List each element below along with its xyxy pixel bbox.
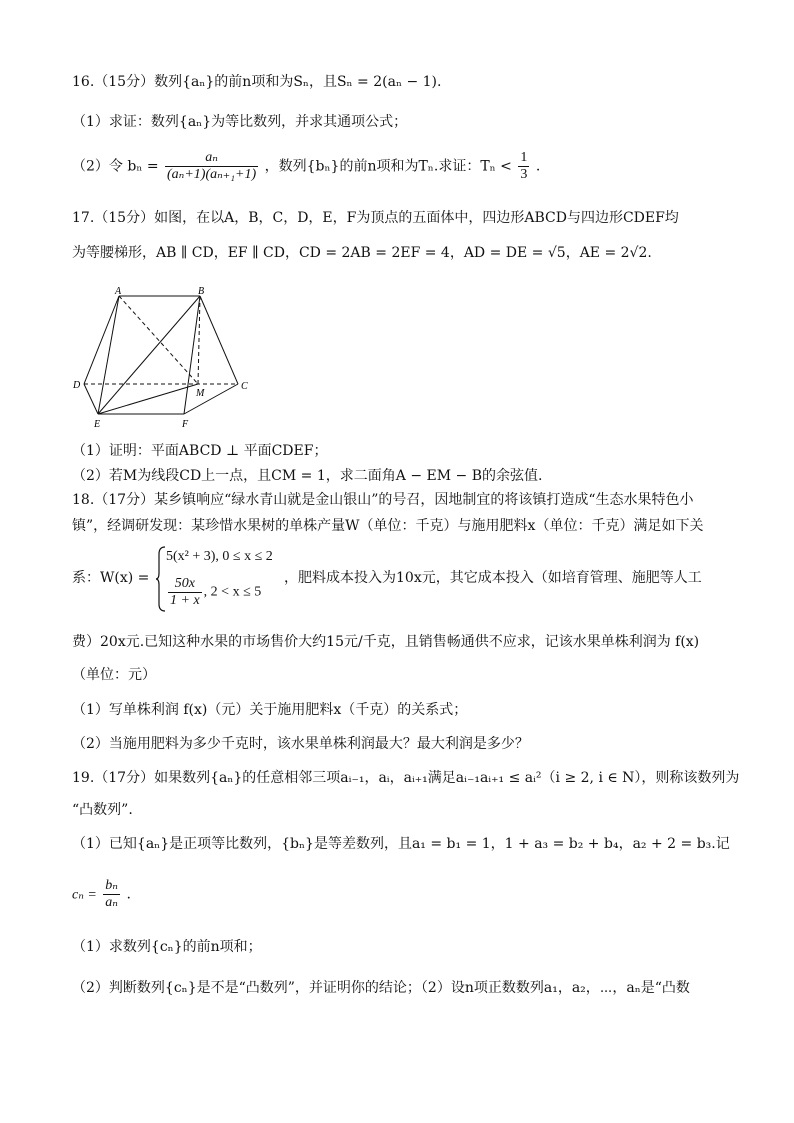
- q18-system-suffix: ，肥料成本投入为10x元，其它成本投入（如培育管理、施肥等人工: [284, 570, 702, 586]
- q19-cn-denominator: aₙ: [105, 895, 118, 910]
- q18-part1: （1）写单株利润 f(x)（元）关于施用肥料x（千克）的关系式；: [72, 702, 468, 718]
- edge-DE: [84, 384, 98, 414]
- vertex-label-B: B: [198, 286, 205, 297]
- q19-cn-end: .: [126, 886, 131, 903]
- q16-part1: （1）求证：数列{aₙ}为等比数列，并求其通项公式；: [72, 114, 408, 130]
- edge-AD: [84, 296, 119, 384]
- vertex-label-E: E: [94, 419, 101, 430]
- q16-one-third-den: 3: [520, 167, 528, 182]
- q18-heading-cont: 镇”，经调研发现：某珍惜水果树的单株产量W（单位：千克）与施用肥料x（单位：千克）满足如下关: [72, 518, 704, 534]
- edge-FC: [184, 384, 238, 414]
- q16-part2-middle: ，数列{bₙ}的前n项和为Tₙ.求证：Tₙ <: [264, 158, 512, 175]
- q19-cn-numerator: bₙ: [105, 878, 118, 893]
- q18-heading: 18.（17分）某乡镇响应“绿水青山就是金山银山”的号召，因地制宜的将该镇打造成“生态水果特色小: [72, 492, 694, 508]
- q18-line3: 费）20x元.已知这种水果的市场售价大约15元/千克，且销售畅通供不应求，记该水果单株利润为 f(x): [72, 634, 700, 650]
- q18-case2: [166, 576, 261, 609]
- q16-heading: 16.（15分）数列{aₙ}的前n项和为Sₙ，且Sₙ = 2(aₙ − 1).: [72, 74, 442, 90]
- q16-part2: [72, 150, 540, 183]
- q18-case2-numerator: 50x: [168, 576, 202, 593]
- vertex-label-M: M: [196, 388, 205, 399]
- q17-heading-cont: 为等腰梯形，AB ∥ CD，EF ∥ CD，CD = 2AB = 2EF = 4，AD = DE = √5，AE = 2√2.: [72, 245, 652, 261]
- q19-cn-fraction: [103, 878, 120, 911]
- q19-sub1: （1）求数列{cₙ}的前n项和；: [72, 939, 262, 955]
- q19-sub2: （2）判断数列{cₙ}是不是“凸数列”，并证明你的结论；（2）设n项正数数列a₁，a₂，⋯，aₙ是“凸数: [72, 980, 690, 996]
- q16-bn-fraction: [165, 150, 258, 183]
- edge-BE: [98, 296, 200, 414]
- q16-bn-denominator: (aₙ+1)(aₙ₊₁+1): [167, 167, 257, 182]
- q17-pentahedron-figure: [70, 284, 260, 434]
- vertex-label-D: D: [73, 380, 81, 391]
- q18-part2: （2）当施用肥料为多少千克时，该水果单株利润最大？最大利润是多少？: [72, 736, 529, 752]
- q18-case1: 5(x² + 3), 0 ≤ x ≤ 2: [166, 549, 273, 564]
- q18-case2-fraction: [168, 576, 202, 609]
- q19-cn-prefix: cₙ =: [72, 887, 97, 903]
- q18-line4: （单位：元）: [72, 667, 156, 683]
- edge-BC: [200, 296, 238, 384]
- q19-part1: （1）已知{aₙ}是正项等比数列，{bₙ}是等差数列，且a₁ = b₁ = 1，1 + a₃ = b₂ + b₄，a₂ + 2 = b₃.记: [72, 836, 730, 852]
- edge-AM-dashed: [119, 296, 198, 384]
- q18-system-prefix: 系：W(x) =: [72, 570, 150, 586]
- q18-piecewise-brace: [156, 546, 166, 612]
- vertex-label-C: C: [241, 381, 248, 392]
- vertex-label-A: A: [115, 286, 122, 297]
- q17-part2: （2）若M为线段CD上一点，且CM = 1，求二面角A − EM − B的余弦值.: [72, 468, 543, 484]
- edge-AE: [98, 296, 119, 414]
- q18-case2-denominator: 1 + x: [170, 593, 200, 608]
- q19-cn-definition: [72, 878, 131, 911]
- edge-EM: [98, 384, 198, 414]
- q16-one-third: [518, 150, 529, 183]
- q19-heading-cont: “凸数列”.: [72, 802, 133, 818]
- q16-one-third-num: 1: [520, 150, 528, 165]
- q16-part2-end: .: [535, 158, 541, 175]
- q18-case2-condition: , 2 < x ≤ 5: [203, 584, 262, 600]
- q17-heading: 17.（15分）如图，在以A，B，C，D，E，F为顶点的五面体中，四边形ABCD与四边形CDEF均: [72, 210, 679, 226]
- q19-heading: 19.（17分）如果数列{aₙ}的任意相邻三项aᵢ₋₁，aᵢ，aᵢ₊₁满足aᵢ₋₁aᵢ₊₁ ≤ aᵢ²（i ≥ 2, i ∈ N），则称该数列为: [72, 770, 740, 786]
- q16-part2-prefix: （2）令 bₙ =: [72, 158, 159, 175]
- q17-part1: （1）证明：平面ABCD ⊥ 平面CDEF；: [72, 443, 328, 459]
- vertex-label-F: F: [182, 419, 189, 430]
- q16-bn-numerator: aₙ: [165, 150, 258, 167]
